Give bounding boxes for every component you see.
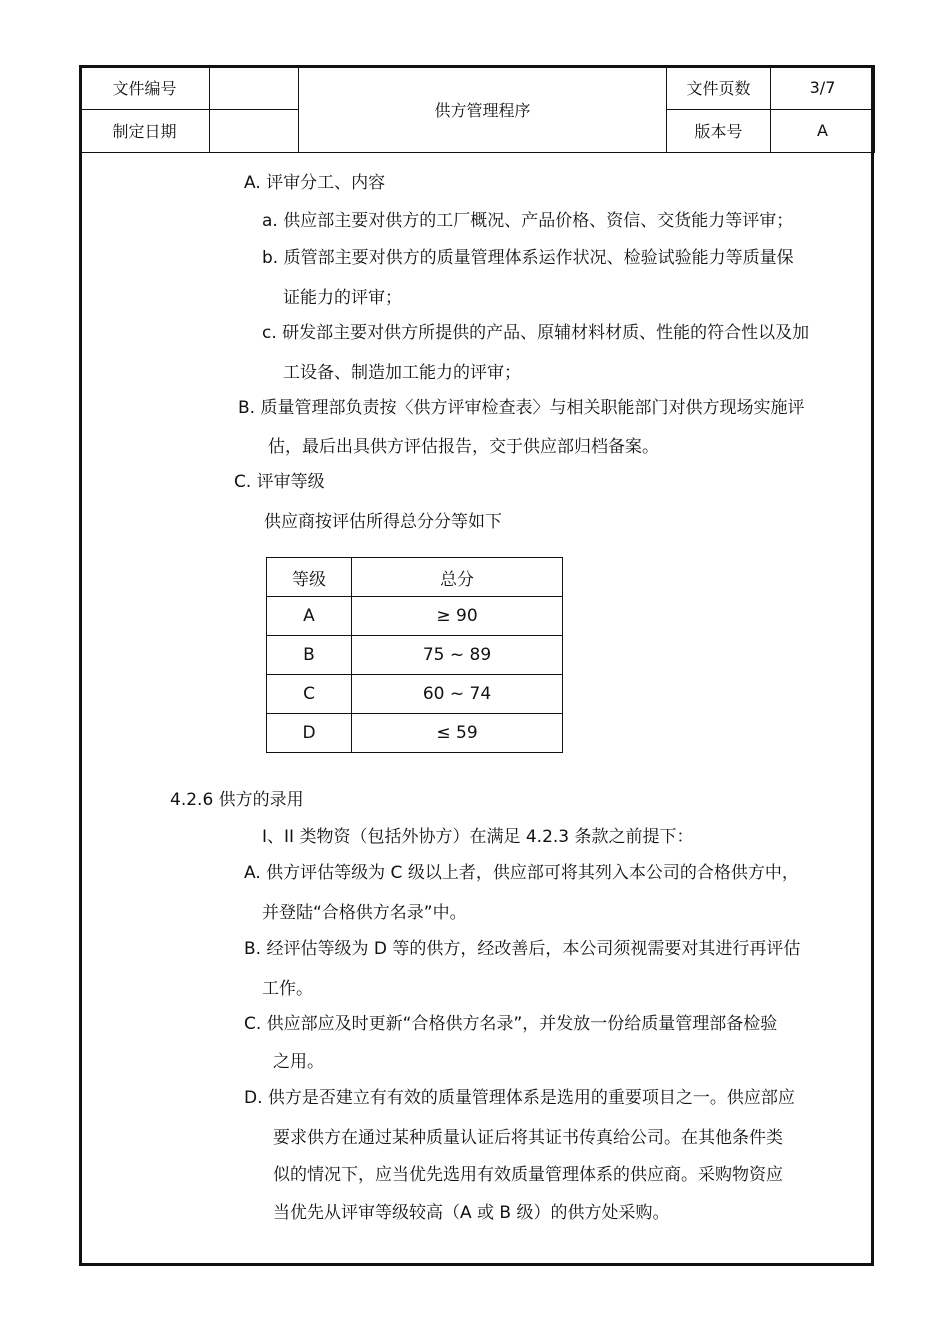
adoption-c-line1: C. 供应部应及时更新“合格供方名录”，并发放一份给质量管理部备检验: [244, 1014, 778, 1034]
doc-title: 供方管理程序: [299, 66, 667, 153]
section-intro: I、II 类物资（包括外协方）在满足 4.2.3 条款之前提下：: [262, 827, 694, 847]
doc-no-label: 文件编号: [80, 66, 210, 110]
version-value: A: [771, 109, 875, 153]
review-item-c-line1: c. 研发部主要对供方所提供的产品、原辅材料材质、性能的符合性以及加: [262, 323, 810, 343]
adoption-d-line1: D. 供方是否建立有有效的质量管理体系是选用的重要项目之一。供应部应: [244, 1088, 795, 1108]
adoption-c-line2: 之用。: [273, 1052, 324, 1072]
adoption-a-line2: 并登陆“合格供方名录”中。: [262, 903, 467, 923]
review-item-b-line1: b. 质管部主要对供方的质量管理体系运作状况、检验试验能力等质量保: [262, 248, 794, 268]
table-row: [267, 714, 563, 753]
score-cell: ≤ 59: [352, 714, 563, 753]
pages-label: 文件页数: [667, 66, 771, 110]
table-row: [267, 636, 563, 675]
header-score: 总分: [352, 558, 563, 597]
review-item-c-line2: 工设备、制造加工能力的评审；: [283, 363, 521, 383]
score-cell: 75 ~ 89: [352, 636, 563, 675]
table-header-row: [267, 558, 563, 597]
document-header-table: [79, 65, 875, 153]
adoption-d-line2: 要求供方在通过某种质量认证后将其证书传真给公司。在其他条件类: [273, 1128, 783, 1148]
doc-no-value: [210, 66, 299, 110]
section-heading: 4.2.6 供方的录用: [170, 790, 304, 810]
table-row: [267, 675, 563, 714]
grade-cell: B: [267, 636, 352, 675]
score-cell: 60 ~ 74: [352, 675, 563, 714]
review-item-a: a. 供应部主要对供方的工厂概况、产品价格、资信、交货能力等评审；: [262, 211, 794, 231]
item-b-line2: 估，最后出具供方评估报告，交于供应部归档备案。: [268, 437, 659, 457]
item-b-line1: B. 质量管理部负责按〈供方评审检查表〉与相关职能部门对供方现场实施评: [238, 398, 805, 418]
grade-cell: A: [267, 597, 352, 636]
grade-cell: D: [267, 714, 352, 753]
date-value: [210, 109, 299, 153]
adoption-d-line4: 当优先从评审等级较高（A 或 B 级）的供方处采购。: [273, 1203, 670, 1223]
grade-intro: 供应商按评估所得总分分等如下: [264, 512, 502, 532]
review-division-heading: A. 评审分工、内容: [244, 173, 386, 193]
adoption-a-line1: A. 供方评估等级为 C 级以上者，供应部可将其列入本公司的合格供方中，: [244, 863, 799, 883]
review-item-b-line2: 证能力的评审；: [283, 288, 402, 308]
grade-cell: C: [267, 675, 352, 714]
header-grade: 等级: [267, 558, 352, 597]
adoption-b-line2: 工作。: [262, 979, 313, 999]
date-label: 制定日期: [80, 109, 210, 153]
table-row: [267, 597, 563, 636]
version-label: 版本号: [667, 109, 771, 153]
review-grade-heading: C. 评审等级: [234, 472, 325, 492]
score-cell: ≥ 90: [352, 597, 563, 636]
pages-value: 3/7: [771, 66, 875, 110]
grade-table: [266, 557, 563, 753]
adoption-d-line3: 似的情况下，应当优先选用有效质量管理体系的供应商。采购物资应: [273, 1165, 783, 1185]
adoption-b-line1: B. 经评估等级为 D 等的供方，经改善后，本公司须视需要对其进行再评估: [244, 939, 801, 959]
